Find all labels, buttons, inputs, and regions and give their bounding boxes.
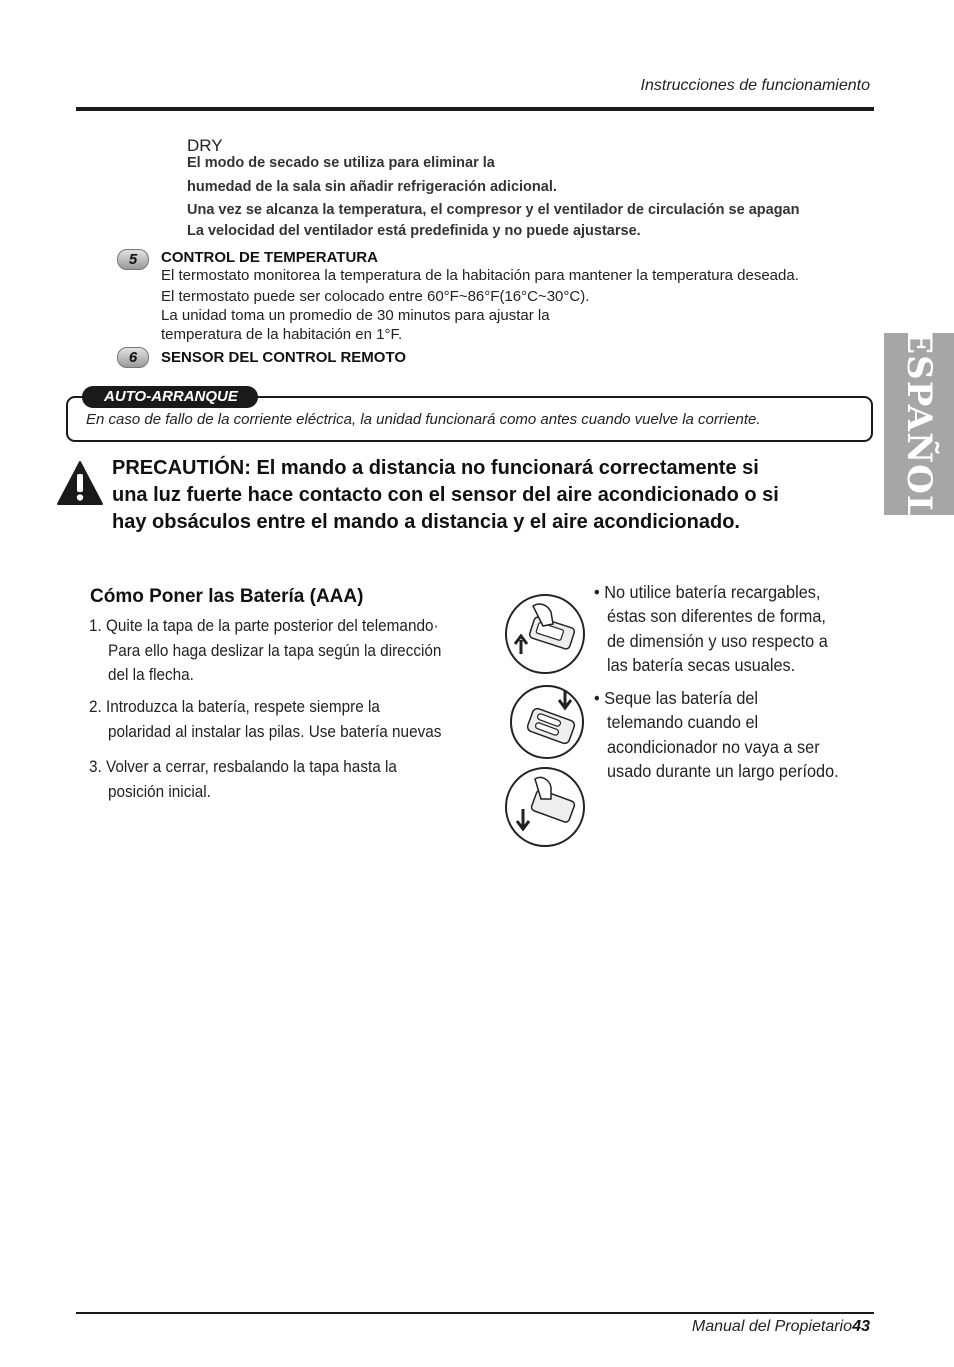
- temperature-text-line: temperatura de la habitación en 1°F.: [161, 326, 403, 343]
- dry-line: humedad de la sala sin añadir refrigeración adicional.: [187, 179, 557, 195]
- battery-note-line: telemando cuando el: [607, 712, 759, 732]
- battery-note-line: usado durante un largo período.: [607, 761, 839, 781]
- caution-text-line: hay obsáculos entre el mando a distancia y el aire acondicionado.: [112, 511, 740, 533]
- close-cover-icon: [503, 765, 587, 849]
- battery-step-line: 3. Volver a cerrar, resbalando la tapa hasta la: [89, 757, 397, 776]
- footer-rule: [76, 1312, 874, 1314]
- section-title-temperature: CONTROL DE TEMPERATURA: [161, 249, 378, 266]
- temperature-text-line: El termostato puede ser colocado entre 60°F~86°F(16°C~30°C).: [161, 288, 590, 305]
- battery-note-line: de dimensión y uso respecto a: [607, 631, 828, 651]
- caution-text-line: una luz fuerte hace contacto con el sensor del aire acondicionado o si: [112, 484, 779, 506]
- dry-line: El modo de secado se utiliza para eliminar la: [187, 155, 495, 171]
- battery-step-line: 2. Introduzca la batería, respete siempre la: [89, 697, 380, 716]
- battery-step-line: Para ello haga deslizar la tapa según la dirección: [108, 641, 442, 660]
- battery-section-title: Cómo Poner las Batería (AAA): [90, 586, 364, 607]
- temperature-text-line: El termostato monitorea la temperatura de la habitación para mantener la temperatura deseada.: [161, 267, 799, 284]
- header-title: Instrucciones de funcionamiento: [640, 77, 870, 94]
- battery-note-line: • No utilice batería recargables,: [594, 582, 821, 602]
- dry-label: DRY: [187, 136, 223, 155]
- battery-note-line: • Seque las batería del: [594, 688, 759, 708]
- dry-line: La velocidad del ventilador está predefinida y no puede ajustarse.: [187, 223, 641, 239]
- temperature-text-line: La unidad toma un promedio de 30 minutos para ajustar la: [161, 307, 550, 324]
- insert-battery-icon: [509, 684, 593, 768]
- auto-restart-text: En caso de fallo de la corriente eléctrica, la unidad funcionará como antes cuando vuelve la corriente.: [86, 411, 761, 428]
- language-label: ESPAÑOL: [899, 328, 940, 520]
- dry-line: Una vez se alcanza la temperatura, el compresor y el ventilador de circulación se apagan: [187, 202, 800, 218]
- remote-open-cover-icon: [503, 592, 587, 676]
- caution-text-line: PRECAUTIÓN: El mando a distancia no funcionará correctamente si: [112, 457, 759, 479]
- section-number-badge: 5: [117, 249, 149, 270]
- battery-note-line: acondicionador no vaya a ser: [607, 737, 820, 757]
- battery-note-line: éstas son diferentes de forma,: [607, 606, 826, 626]
- battery-step-line: polaridad al instalar las pilas. Use batería nuevas: [108, 722, 442, 741]
- battery-step-line: 1. Quite la tapa de la parte posterior del telemando·: [89, 616, 439, 635]
- section-number-badge: 6: [117, 347, 149, 368]
- battery-step-line: posición inicial.: [108, 782, 211, 801]
- battery-note-line: las batería secas usuales.: [607, 655, 796, 675]
- language-side-tab: [884, 328, 954, 520]
- header-rule: [76, 107, 874, 111]
- footer-manual-title: Manual del Propietario: [691, 1318, 852, 1335]
- battery-step-line: del la flecha.: [108, 665, 194, 684]
- section-title-remote-sensor: SENSOR DEL CONTROL REMOTO: [161, 349, 407, 366]
- page-number: 43: [852, 1318, 870, 1335]
- warning-triangle-icon: [56, 460, 104, 506]
- auto-restart-tag: AUTO-ARRANQUE: [82, 386, 258, 408]
